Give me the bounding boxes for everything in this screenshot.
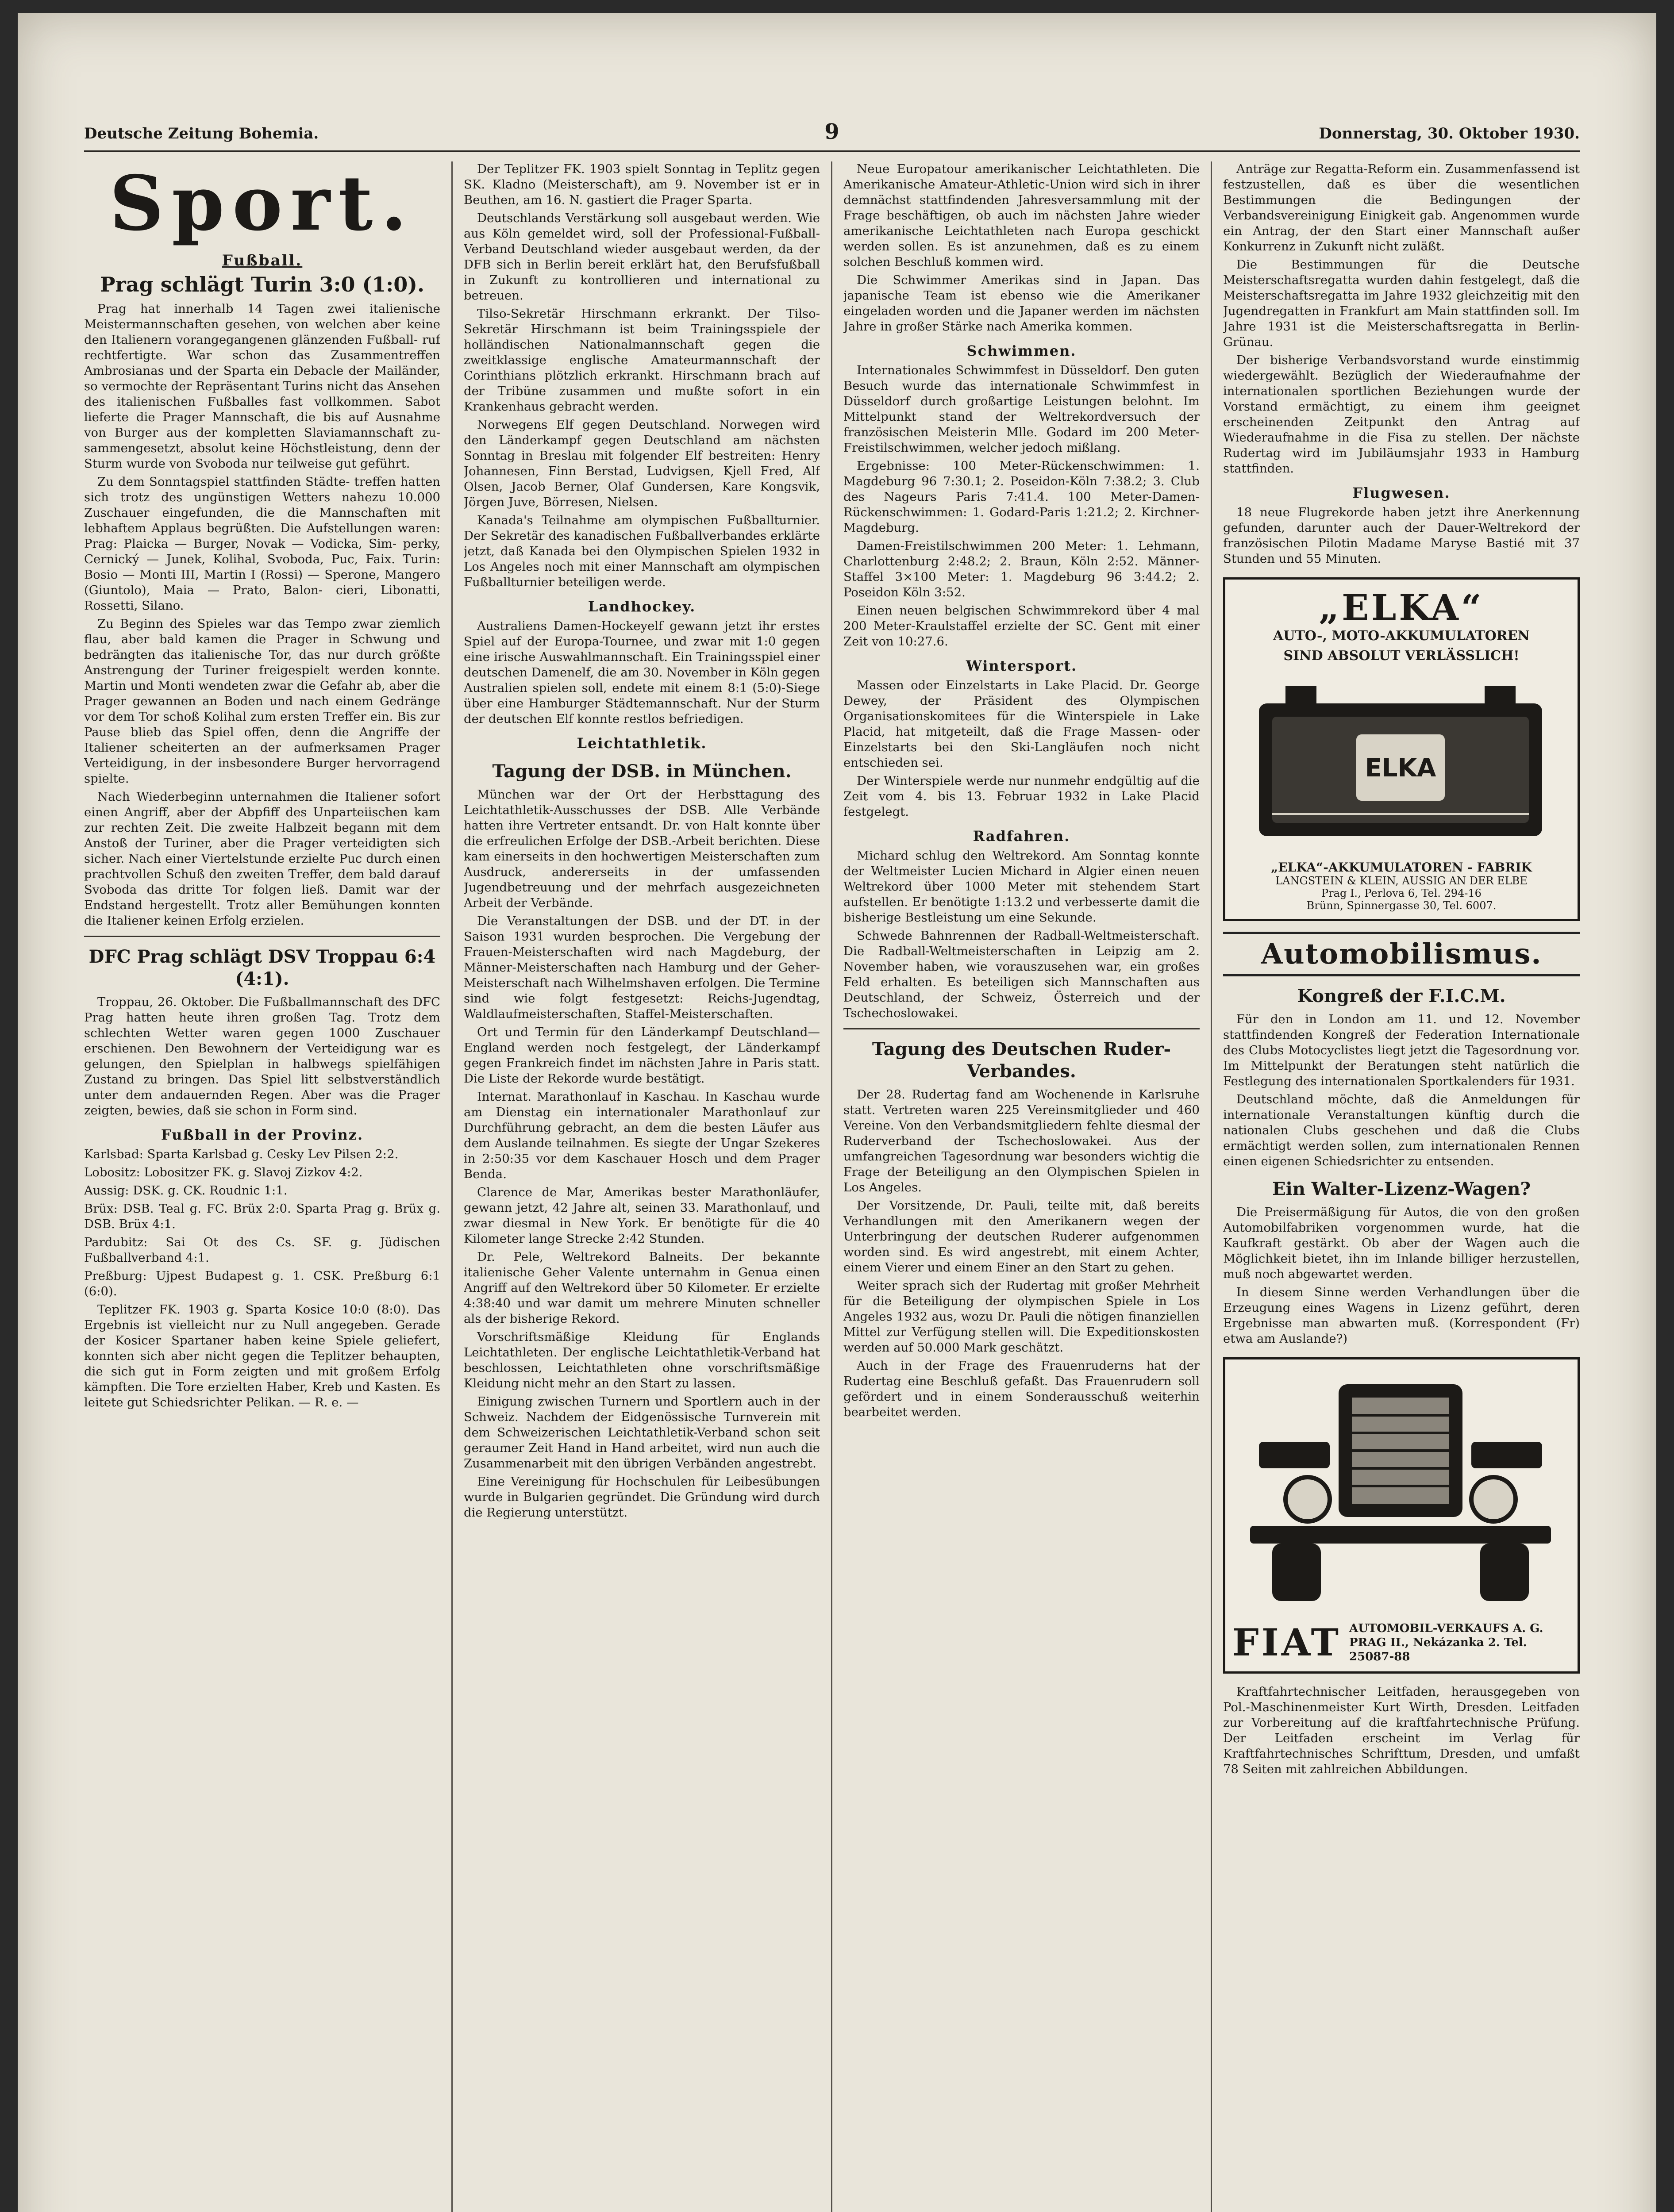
article-paragraph: Die Bestimmungen für die Deutsche Meisterschaftsregatta wurden dahin festgelegt, daß die Meisterschaftsregatta im Jahre 1932 gleichzeitig mit den Jugendregatten in Frankfurt am Main stattfinden soll. Im Jahre 1931 ist die Meisterschaftsregatta in Berlin-Grünau. <box>1223 257 1580 349</box>
ad-brand: „ELKA“ <box>1319 587 1484 628</box>
subsection-title: Leichtathletik. <box>577 735 707 752</box>
article-paragraph: 18 neue Flugrekorde haben jetzt ihre Anerkennung gefunden, darunter auch der Dauer-Weltrekord der französischen Pilotin Madame Maryse Bastié mit 37 Stunden und 55 Minuten. <box>1223 505 1580 566</box>
article-paragraph: In diesem Sinne werden Verhandlungen über die Erzeugung eines Wagens in Lizenz geführt, deren Ergebnisse man abwarten muß. (Korrespondent (Fr) etwa am Auslande?) <box>1223 1285 1580 1346</box>
article-headline: DFC Prag schlägt DSV Troppau 6:4 (4:1). <box>89 946 436 989</box>
article-paragraph: Der bisherige Verbandsvorstand wurde einstimmig wiedergewählt. Bezüglich der Wiederaufnahme der internationalen sportlichen Beziehungen wurde der Vorstand ermächtigt, zu einem ihm geeignet erscheinenden Zeitpunkt den Antrag auf Wiederaufnahme in die Fisa zu stellen. Der nächste Rudertag wird im Jubiläumsjahr 1933 in Hamburg stattfinden. <box>1223 353 1580 476</box>
article-paragraph: Zu dem Sonntagspiel stattfinden Städte- treffen hatten sich trotz des ungünstigen Wetters nahezu 10.000 Zuschauer eingefunden, die die Mannschaften mit lebhaftem Applaus begrüßten. Die Aufstellungen waren: Prag: Plaicka — Burger, Novak — Vodicka, Sim- perky, Cernický — Junek, Kolihal, Svoboda, Puc, Faix. Turin: Bosio — Monti III, Martin I (Rossi) — Sperone, Mangero (Giuntolo), Maia — Prato, Balon- cieri, Libonatti, Rossetti, Silano. <box>84 475 440 613</box>
article-paragraph: Norwegens Elf gegen Deutschland. Norwegen wird den Länderkampf gegen Deutschland am nächsten Sonntag in Breslau mit folgender Elf bestreiten: Henry Johannesen, Finn Berstad, Ludvigsen, Kjell Fred, Alf Olsen, Jacob Berner, Olaf Gundersen, Kare Kongsvik, Jörgen Juve, Börresen, Nielsen. <box>464 418 820 509</box>
divider <box>84 936 440 937</box>
article-paragraph: Neue Europatour amerikanischer Leichtathleten. Die Amerikanische Amateur-Athletic-Union wird sich in ihrer demnächst stattfindenden Jahresversammlung mit der Frage beschäftigen, ob auch im nächsten Jahre wieder amerikanische Leichtathleten nach Europa geschickt werden sollen. Es ist anzunehmen, daß es zu einem solchen Beschluß kommen wird. <box>843 162 1200 269</box>
ad-tagline: SIND ABSOLUT VERLÄSSLICH! <box>1283 648 1520 664</box>
column-rule <box>451 161 453 2212</box>
article-paragraph: Zu Beginn des Spieles war das Tempo zwar ziemlich flau, aber bald kamen die Prager in Schwung und bedrängten das italienische Tor, das nur durch größte Anstrengung der Turiner freigespielt werden konnte. Martin und Monti wendeten zwar die Gefahr ab, aber die Prager gewannen an Boden und nach einem Gedränge vor dem Tor schoß Kolihal zum ersten Treffer ein. Bis zur Pause blieb das Spiel offen, denn die Angriffe der Italiener scheiterten an der aufmerksamen Prager Verteidigung, in der insbesondere Burger hervorragend spielte. <box>84 617 440 786</box>
article-paragraph: Prag hat innerhalb 14 Tagen zwei italienische Meistermannschaften gesehen, von welchen aber keine den Italienern vorangegangenen glänzenden Fußball- ruf rechtfertigte. War schon das Zusammentreffen Ambrosianas und der Sparta ein Debacle der Mailänder, so vermochte der Repräsentant Turins nicht das Ansehen des italienischen Fußballes fast vollkommen. Sabot lieferte die Prager Mannschaft, die bis auf Ausnahme von Burger aus der kompletten Slaviamannschaft zu- sammengesetzt, absolut keine Höchstleistung, denn der Sturm wurde von Svoboda nur teilweise gut geführt. <box>84 302 440 471</box>
column-3 <box>843 161 1200 2212</box>
ad-company: „ELKA“-AKKUMULATOREN - FABRIK <box>1271 860 1532 875</box>
article-paragraph: Michard schlug den Weltrekord. Am Sonntag konnte der Weltmeister Lucien Michard in Algier einen neuen Weltrekord über 1000 Meter mit stehendem Start aufstellen. Er benötigte 1:13.2 und verbesserte damit die bisherige Bestleistung um eine Sekunde. <box>843 849 1200 925</box>
article-headline: Prag schlägt Turin 3:0 (1:0). <box>100 273 425 296</box>
battery-illustration <box>1232 668 1569 854</box>
section-masthead: Sport. <box>109 161 415 248</box>
result-line: Lobositz: Lobositzer FK. g. Slavoj Zizkov 4:2. <box>84 1165 363 1179</box>
section-title: Fußball. <box>222 252 303 269</box>
article-paragraph: Australiens Damen-Hockeyelf gewann jetzt ihr erstes Spiel auf der Europa-Tournee, und zwar mit 1:0 gegen eine irische Auswahlmannschaft. Ein Trainingsspiel einer deutschen Damenelf, die am 30. November in Köln gegen Australien spielen soll, endete mit einem 8:1 (5:0)-Siege über eine Hamburger Städtemannschaft. Nur der Sturm der deutschen Elf konnte restlos befriedigen. <box>464 619 820 726</box>
ad-footer <box>1232 1621 1570 1664</box>
article-headline: Ein Walter-Lizenz-Wagen? <box>1272 1179 1531 1199</box>
article-headline: Tagung des Deutschen Ruder-Verbandes. <box>872 1039 1171 1082</box>
result-line: Aussig: DSK. g. CK. Roudnic 1:1. <box>84 1183 288 1198</box>
column-2 <box>464 161 820 2212</box>
article-paragraph: Einen neuen belgischen Schwimmrekord über 4 mal 200 Meter-Kraulstaffel erzielte der SC. Gent mit einer Zeit von 10:27.6. <box>843 603 1200 649</box>
article-paragraph: Anträge zur Regatta-Reform ein. Zusammenfassend ist festzustellen, daß es über die wesentlichen Bestimmungen die Bedingungen der Verbandsvereinigung Einigkeit gab. Angenommen wurde ein Antrag, der den Start einer Mannschaft außer Konkurrenz in Zukunft nicht zuläßt. <box>1223 162 1580 253</box>
article-paragraph: Weiter sprach sich der Rudertag mit großer Mehrheit für die Beteiligung der olympischen Spiele in Los Angeles 1932 aus, wozu Dr. Pauli die nötigen finanziellen Mittel zur Verfügung stellen will. Die Expeditionskosten werden auf 50.000 Mark geschätzt. <box>843 1279 1200 1355</box>
article-paragraph: Deutschlands Verstärkung soll ausgebaut werden. Wie aus Köln gemeldet wird, soll der Professional-Fußball-Verband Deutschland wieder ausgebaut werden, da der DFB sich in Berlin bereit erklärt hat, den Berufsfußball in Zukunft zu kontrollieren und international zu betreuen. <box>464 211 820 303</box>
result-line: Pardubitz: Sai Ot des Cs. SF. g. Jüdischen Fußballverband 4:1. <box>84 1235 440 1265</box>
article-headline: Kongreß der F.I.C.M. <box>1297 986 1506 1006</box>
article-paragraph: Troppau, 26. Oktober. Die Fußballmannschaft des DFC Prag hatten heute ihren großen Tag. Trotz dem schlechten Wetter waren gegen 1000 Zuschauer erschienen. Den Bewohnern der Verteidigung war es gelungen, den Spielplan in halbwegs spielfähigen Zustand zu bringen. Das Spiel litt selbstverständlich unter dem andauernden Regen. Aber was die Prager zeigten, bewies, daß sie schon in Form sind. <box>84 995 440 1118</box>
article-paragraph: Internationales Schwimmfest in Düsseldorf. Den guten Besuch wurde das internationale Schwimmfest in Düsseldorf durch großartige Leistungen belohnt. Im Mittelpunkt stand der Weltrekordversuch der französischen Meisterin Mlle. Godard im 200 Meter-Freistilschwimmen, welcher jedoch mißlang. <box>843 363 1200 455</box>
article-paragraph: Die Veranstaltungen der DSB. und der DT. in der Saison 1931 wurden besprochen. Die Vergebung der Frauen-Meisterschaften wird nach Magdeburg, der Männer-Meisterschaften nach Hamburg und der Geher-Meisterschaft nach Wilhelmshaven erfolgen. Die Termine sind wie folgt festgesetzt: Reichs-Jugendtag, Waldlaufmeisterschaften, Staffel-Meisterschaften. <box>464 914 820 1021</box>
article-paragraph: Der Teplitzer FK. 1903 spielt Sonntag in Teplitz gegen SK. Kladno (Meisterschaft), am 9. November ist er in Beuthen, am 16. N. gastiert die Prager Sparta. <box>464 162 820 207</box>
ad-place: LANGSTEIN & KLEIN, AUSSIG AN DER ELBE <box>1275 875 1528 887</box>
article-paragraph: München war der Ort der Herbsttagung des Leichtathletik-Ausschusses der DSB. Alle Verbände hatten ihre Vertreter entsandt. Dr. von Halt konnte über die erfreulichen Erfolge der DSB.-Arbeit berichten. Diese kam einerseits in den hochwertigen Meisterschaften zum Ausdruck, andererseits in der umfassenden Jugendbetreuung und der mehrfach ausgezeichneten Arbeit der Verbände. <box>464 787 820 910</box>
car-illustration <box>1232 1367 1569 1614</box>
ad-address: PRAG II., Nekázanka 2. Tel. 25087-88 <box>1349 1636 1527 1663</box>
result-line: Karlsbad: Sparta Karlsbad g. Cesky Lev Pilsen 2:2. <box>84 1147 399 1161</box>
divider <box>843 1028 1200 1029</box>
article-headline: Tagung der DSB. in München. <box>492 761 792 782</box>
issue-date: Donnerstag, 30. Oktober 1930. <box>1319 125 1580 142</box>
article-paragraph: Internat. Marathonlauf in Kaschau. In Kaschau wurde am Dienstag ein internationaler Marathonlauf zur Durchführung gebracht, an dem die besten Läufer aus dem Auslande teilnahmen. Es siegte der Ungar Szekeres in 2:50:35 vor dem Kaschauer Hosch und dem Prager Benda. <box>464 1090 820 1181</box>
subsection-title: Schwimmen. <box>966 342 1077 359</box>
newspaper-page <box>84 119 1580 2212</box>
article-paragraph: Massen oder Einzelstarts in Lake Placid. Dr. George Dewey, der Präsident des Olympischen Organisationskomitees für die Winterspiele in Lake Placid, hat mitgeteilt, daß die Frage Massen- oder Einzelstarts bei den Ski-Langläufen noch nicht entschieden sei. <box>843 678 1200 770</box>
column-rule <box>831 161 832 2212</box>
article-paragraph: Vorschriftsmäßige Kleidung für Englands Leichtathleten. Der englische Leichtathletik-Verband hat beschlossen, Leichtathleten ohne vorschriftsmäßige Kleidung nicht mehr an den Start zu lassen. <box>464 1330 820 1390</box>
article-paragraph: Der 28. Rudertag fand am Wochenende in Karlsruhe statt. Vertreten waren 225 Vereinsmitglieder und 460 Vereine. Von den Verbandsmitgliedern fehlte diesmal der Ruderverband der Tschechoslowakei. Aus der umfangreichen Tagesordnung war besonders wichtig die Frage der Beteiligung an den Olympischen Spielen in Los Angeles. <box>843 1087 1200 1194</box>
article-paragraph: Schwede Bahnrennen der Radball-Weltmeisterschaft. Die Radball-Weltmeisterschaften in Leipzig am 2. November haben, wie vorauszusehen war, ein großes Feld erhalten. Es beteiligen sich Mannschaften aus Deutschland, der Schweiz, Österreich und der Tschechoslowakei. <box>843 929 1200 1020</box>
article-paragraph: Tilso-Sekretär Hirschmann erkrankt. Der Tilso-Sekretär Hirschmann ist beim Trainingsspiele der holländischen Nationalmannschaft gegen die zweitklassige englische Amateurmannschaft der Corinthians plötzlich erkrankt. Hirschmann brach auf der Tribüne zusammen und mußte sofort in ein Krankenhaus gebracht werden. <box>464 307 820 414</box>
article-paragraph: Auch in der Frage des Frauenruderns hat der Rudertag eine Beschluß gefaßt. Das Frauenrudern soll gefördert und in einem Sonderausschuß weiterhin bearbeitet werden. <box>843 1359 1200 1419</box>
ad-brand: FIAT <box>1232 1621 1342 1664</box>
article-paragraph: Der Vorsitzende, Dr. Pauli, teilte mit, daß bereits Verhandlungen mit den Amerikanern wegen der Unterbringung der deutschen Ruderer aufgenommen worden sind. Es wird angestrebt, mit einem Achter, einem Vierer und einem Einer an den Start zu gehen. <box>843 1198 1200 1275</box>
ad-address: Prag I., Perlova 6, Tel. 294-16 <box>1321 887 1482 899</box>
ad-company: AUTOMOBIL-VERKAUFS A. G. <box>1349 1621 1543 1635</box>
article-paragraph: Nach Wiederbeginn unternahmen die Italiener sofort einen Angriff, aber der Abpfiff des Unparteiischen kam zur rechten Zeit. Die zweite Halbzeit begann mit dem Anstoß der Turiner, aber die Prager verteidigten sich sicher. Nach einer Viertelstunde erzielte Puc durch einen prachtvollen Schuß den zweiten Treffer, dem bald darauf Svoboda das dritte Tor folgen ließ. Damit war der Endstand hergestellt. Trotz aller Bemühungen konnten die Italiener keinen Erfolg erzielen. <box>84 790 440 928</box>
article-paragraph: Die Schwimmer Amerikas sind in Japan. Das japanische Team ist ebenso wie die Amerikaner eingeladen worden und die Japaner werden im nächsten Jahre in großer Stärke nach Amerika kommen. <box>843 273 1200 334</box>
result-line: Brüx: DSB. Teal g. FC. Brüx 2:0. Sparta Prag g. Brüx g. DSB. Brüx 4:1. <box>84 1202 440 1231</box>
article-paragraph: Die Preisermäßigung für Autos, die von den großen Automobilfabriken vorgenommen wurde, hat die Kaufkraft gestärkt. Ob aber der Wagen auch die Möglichkeit bietet, ihn im Inlande billiger herzustellen, muß noch abgewartet werden. <box>1223 1205 1580 1281</box>
article-paragraph: Der Winterspiele werde nur nunmehr endgültig auf die Zeit vom 4. bis 13. Februar 1932 in Lake Placid festgelegt. <box>843 774 1200 819</box>
section-masthead: Automobilismus. <box>1223 932 1580 976</box>
page-header <box>84 119 1580 152</box>
article-paragraph: Teplitzer FK. 1903 g. Sparta Kosice 10:0 (8:0). Das Ergebnis ist vielleicht nur zu Null angegeben. Gerade der Kosicer Spartaner haben keine Spiele geliefert, konnten sich aber nicht gegen die Teplitzer behaupten, die sich gut in Form zeigten und mit großem Erfolg kämpften. Die Tore erzielten Haber, Kreb und Kasten. Es leitete gut Schiedsrichter Pelikan. — R. e. — <box>84 1302 440 1409</box>
article-paragraph: Kraftfahrtechnischer Leitfaden, herausgegeben von Pol.-Maschinenmeister Kurt Wirth, Dresden. Leitfaden zur Vorbereitung auf die kraftfahrtechnische Prüfung. Der Leitfaden erscheint im Verlag für Kraftfahrtechnisches Schrifttum, Dresden, und umfaßt 78 Seiten mit zahlreichen Abbildungen. <box>1223 1685 1580 1776</box>
page-number: 9 <box>824 119 839 144</box>
subsection-title: Landhockey. <box>588 598 696 615</box>
ad-tagline: AUTO-, MOTO-AKKUMULATOREN <box>1273 628 1530 644</box>
article-paragraph: Deutschland möchte, daß die Anmeldungen für internationale Veranstaltungen künftig durch die nationalen Clubs geschehen und daß die Clubs ermächtigt werden sollen, zum internationalen Rennen einen eigenen Schiedsrichter zu entsenden. <box>1223 1092 1580 1168</box>
article-paragraph: Damen-Freistilschwimmen 200 Meter: 1. Lehmann, Charlottenburg 2:48.2; 2. Braun, Köln 2:52. Männer-Staffel 3×100 Meter: 1. Magdeburg 96 3:44.2; 2. Poseidon Köln 3:52. <box>843 539 1200 599</box>
column-1 <box>84 161 440 2212</box>
column-rule <box>1211 161 1212 2212</box>
result-line: Preßburg: Ujpest Budapest g. 1. CSK. Preßburg 6:1 (6:0). <box>84 1269 440 1298</box>
article-paragraph: Für den in London am 11. und 12. November stattfindenden Kongreß der Federation Internationale des Clubs Motocyclistes liegt jetzt die Tagesordnung vor. Im Mittelpunkt der Beratungen steht natürlich die Festlegung des internationalen Sportkalenders für 1931. <box>1223 1012 1580 1088</box>
article-paragraph: Dr. Pele, Weltrekord Balneits. Der bekannte italienische Geher Valente unternahm in Genua einen Angriff auf den Weltrekord über 50 Kilometer. Er erzielte 4:38:40 und war damit um mehrere Minuten schneller als der bisherige Rekord. <box>464 1250 820 1326</box>
article-paragraph: Clarence de Mar, Amerikas bester Marathonläufer, gewann jetzt, 42 Jahre alt, seinen 33. Marathonlauf, und zwar diesmal in New York. Er benötigte für die 40 Kilometer lange Strecke 2:42 Stunden. <box>464 1185 820 1246</box>
article-paragraph: Ort und Termin für den Länderkampf Deutschland—England werden noch festgelegt, der Länderkampf gegen Frankreich findet im nächsten Jahre in Paris statt. Die Liste der Rekorde wurde bestätigt. <box>464 1025 820 1086</box>
column-4 <box>1223 161 1580 2212</box>
paper-name: Deutsche Zeitung Bohemia. <box>84 125 319 142</box>
elka-advertisement <box>1223 577 1580 921</box>
article-paragraph: Ergebnisse: 100 Meter-Rückenschwimmen: 1. Magdeburg 96 7:30.1; 2. Poseidon-Köln 7:38.2; 3. Club des Nageurs Paris 7:41.4. 100 Meter-Damen-Rückenschwimmen: 1. Godard-Paris 1:21.2; 2. Kirchner-Magdeburg. <box>843 459 1200 535</box>
article-paragraph: Eine Vereinigung für Hochschulen für Leibesübungen wurde in Bulgarien gegründet. Die Gründung wird durch die Regierung unterstützt. <box>464 1475 820 1520</box>
subsection-title: Flugwesen. <box>1352 484 1451 501</box>
article-paragraph: Kanada's Teilnahme am olympischen Fußballturnier. Der Sekretär des kanadischen Fußballverbandes erklärte jetzt, daß Kanada bei den Olympischen Spielen 1932 in Los Angeles noch mit einer Mannschaft am olympischen Fußballturnier beteiligen werde. <box>464 513 820 589</box>
subsection-title: Fußball in der Provinz. <box>161 1126 364 1143</box>
subsection-title: Radfahren. <box>973 828 1070 845</box>
svg-text:ELKA: ELKA <box>1365 754 1436 783</box>
subsection-title: Wintersport. <box>966 657 1078 674</box>
fiat-advertisement <box>1223 1357 1580 1674</box>
article-paragraph: Einigung zwischen Turnern und Sportlern auch in der Schweiz. Nachdem der Eidgenössische Turnverein mit dem Schweizerischen Leichtathletik-Verband schon seit geraumer Zeit Hand in Hand arbeitet, wird nun auch die Zusammenarbeit mit den übrigen Verbänden angestrebt. <box>464 1394 820 1471</box>
ad-address: Brünn, Spinnergasse 30, Tel. 6007. <box>1306 899 1497 912</box>
newspaper-scan <box>18 13 1656 2212</box>
